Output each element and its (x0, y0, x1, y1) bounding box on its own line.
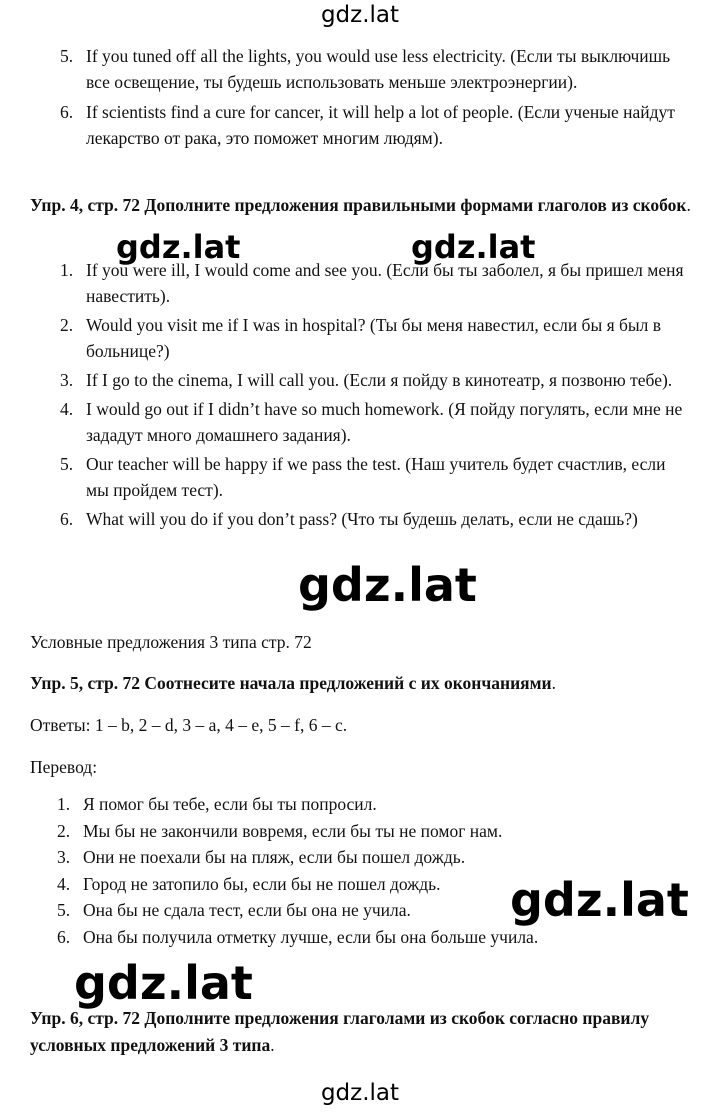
list-item: 5. If you tuned off all the lights, you would use less electricity. (Если ты выключишь все освещение, ты будешь использовать меньше электроэнергии). (60, 46, 671, 92)
watermark-overlay: gdz.lat (298, 558, 477, 612)
translation-label: Перевод: (30, 757, 98, 777)
exercise-5-heading: Упр. 5, стр. 72 Соотнесите начала предложений с их окончаниями. (30, 673, 557, 693)
exercise-5-translation-list (57, 791, 697, 950)
exercise-4-heading: Упр. 4, стр. 72 Дополните предложения правильными формами глаголов из скобок. (30, 195, 691, 215)
list-item: 6. If scientists find a cure for cancer, it will help a lot of people. (Если ученые найдут лекарство от рака, это поможет многим людям). (60, 102, 675, 148)
list-item: 1. If you were ill, I would come and see you. (Если бы ты заболел, я бы пришел меня навестить). (60, 260, 684, 306)
list-item: 6. What will you do if you don’t pass? (Что ты будешь делать, если не сдашь?) (60, 509, 638, 529)
watermark-top: gdz.lat (320, 2, 400, 28)
exercise-3-list-continued (60, 43, 690, 155)
exercise-6-heading: Упр. 6, стр. 72 Дополните предложения глаголами из скобок согласно правилу условных предложений 3 типа. (30, 1008, 650, 1055)
watermark-overlay: gdz.lat (510, 873, 689, 927)
list-item: 5. Она бы не сдала тест, если бы она не учила. (57, 900, 411, 920)
list-item: 2. Мы бы не закончили вовремя, если бы ты не помог нам. (57, 820, 503, 841)
list-item: 3. Они не поехали бы на пляж, если бы пошел дождь. (57, 847, 466, 867)
list-item: 4. Город не затопило бы, если бы не пошел дождь. (57, 873, 441, 894)
watermark-bottom: gdz.lat (320, 1080, 400, 1106)
watermark-overlay: gdz.lat (411, 228, 536, 266)
list-item: 3. If I go to the cinema, I will call you. (Если я пойду в кинотеатр, я позвоню тебе). (60, 370, 673, 390)
list-item: 6. Она бы получила отметку лучше, если бы она больше учила. (57, 926, 539, 947)
list-item: 2. Would you visit me if I was in hospital? (Ты бы меня навестил, если бы я был в больнице?) (60, 315, 662, 361)
section-note: Условные предложения 3 типа стр. 72 (30, 632, 312, 652)
list-item: 4. I would go out if I didn’t have so much homework. (Я пойду погулять, если мне не зададут много домашнего задания). (60, 399, 683, 445)
watermark-overlay: gdz.lat (74, 956, 253, 1010)
watermark-overlay: gdz.lat (116, 228, 241, 266)
answers-line: Ответы: 1 – b, 2 – d, 3 – a, 4 – e, 5 – f, 6 – c. (30, 715, 348, 735)
exercise-4-list (60, 257, 690, 535)
list-item: 5. Our teacher will be happy if we pass the test. (Наш учитель будет счастлив, если мы пройдем тест). (60, 454, 666, 500)
list-item: 1. Я помог бы тебе, если бы ты попросил. (57, 794, 377, 814)
